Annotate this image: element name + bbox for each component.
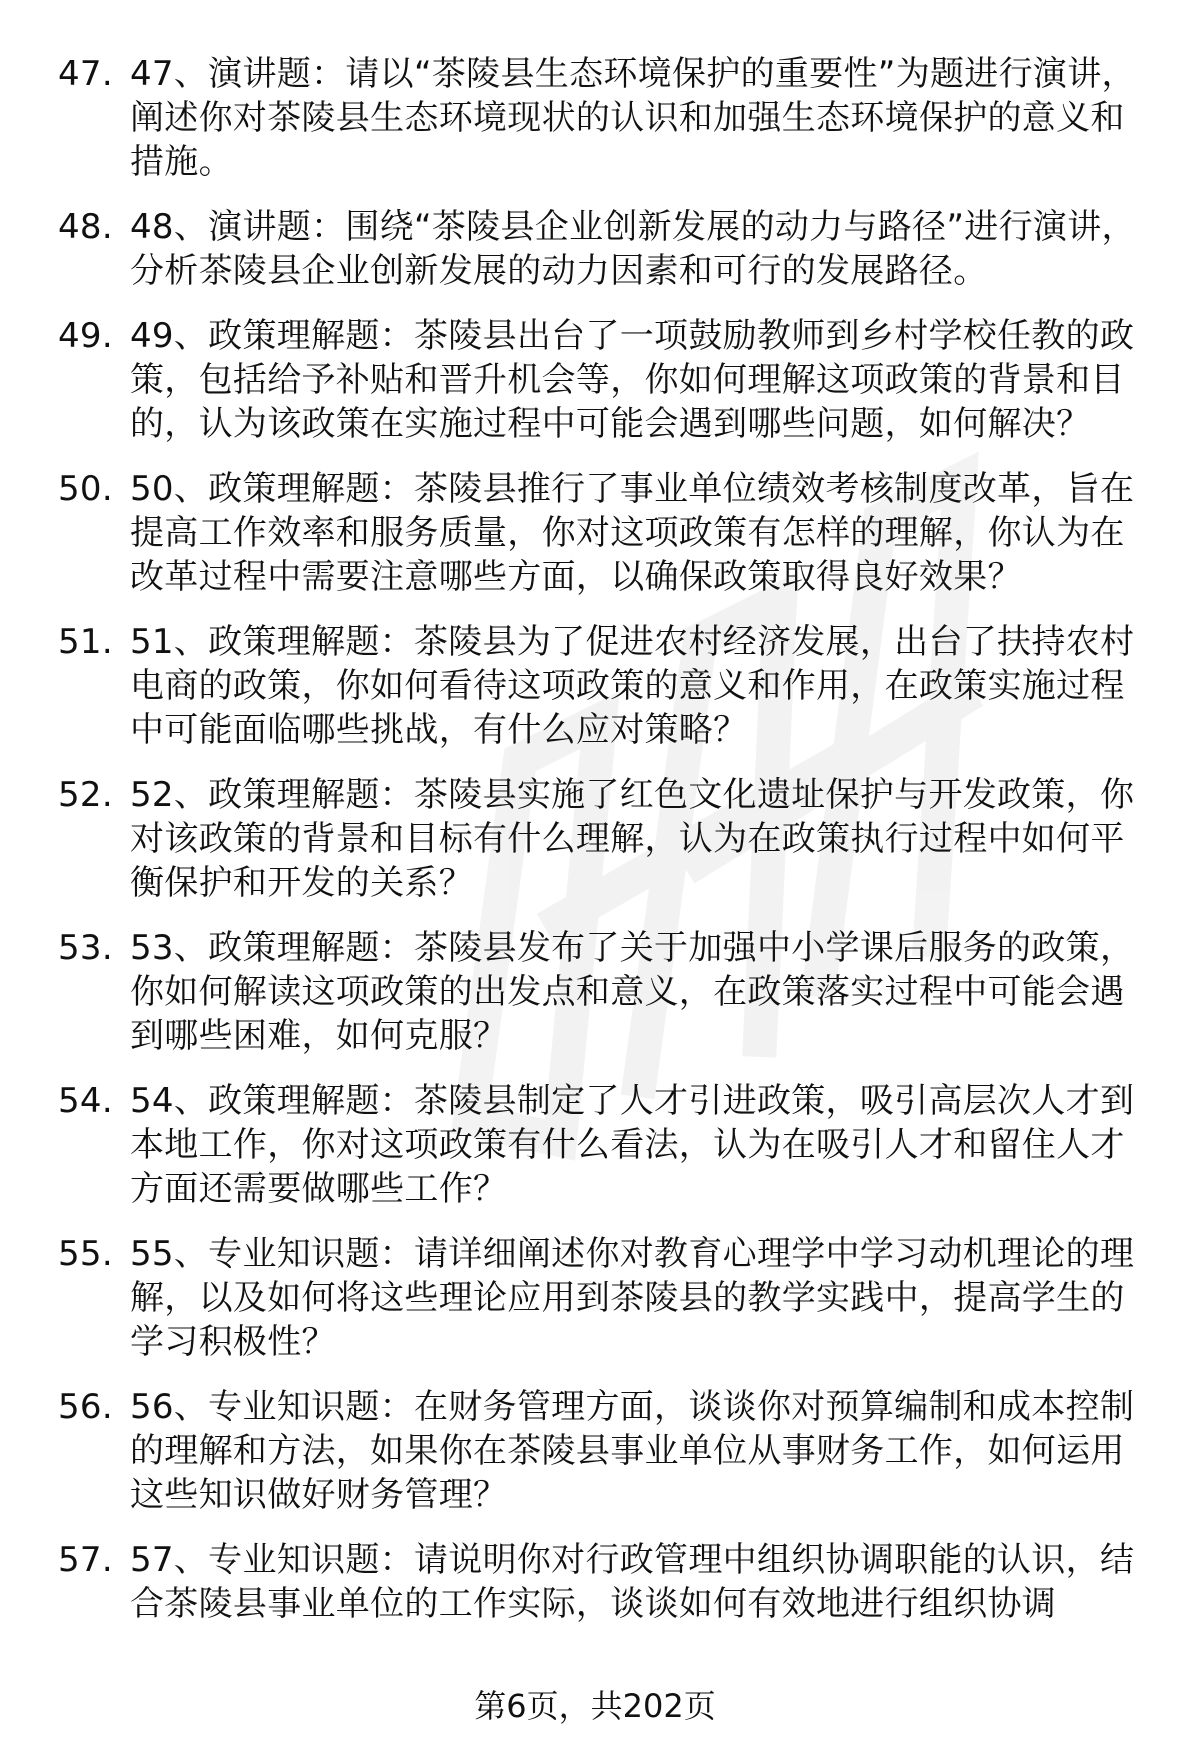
question-item	[0, 926, 1190, 1058]
question-text: 47、演讲题：请以“茶陵县生态环境保护的重要性”为题进行演讲，阐述你对茶陵县生态环境现状的认识和加强生态环境保护的意义和措施。	[130, 54, 1136, 182]
question-text: 54、政策理解题：茶陵县制定了人才引进政策，吸引高层次人才到本地工作，你对这项政策有什么看法，认为在吸引人才和留住人才方面还需要做哪些工作？	[130, 1081, 1135, 1209]
page-number-label: 第6页，共202页	[474, 1687, 716, 1725]
question-item	[0, 1385, 1190, 1517]
question-text: 53、政策理解题：茶陵县发布了关于加强中小学课后服务的政策，你如何解读这项政策的出发点和意义，在政策落实过程中可能会遇到哪些困难，如何克服？	[130, 928, 1135, 1056]
question-text: 52、政策理解题：茶陵县实施了红色文化遗址保护与开发政策，你对该政策的背景和目标有什么理解，认为在政策执行过程中如何平衡保护和开发的关系？	[130, 775, 1135, 903]
question-number: 51.	[58, 622, 113, 662]
question-item	[0, 1079, 1190, 1211]
question-item	[0, 773, 1190, 905]
question-number: 55.	[58, 1234, 113, 1274]
question-item	[0, 52, 1190, 184]
question-text: 48、演讲题：围绕“茶陵县企业创新发展的动力与路径”进行演讲，分析茶陵县企业创新发展的动力因素和可行的发展路径。	[130, 207, 1136, 291]
question-item	[0, 205, 1190, 293]
question-text: 56、专业知识题：在财务管理方面，谈谈你对预算编制和成本控制的理解和方法，如果你在茶陵县事业单位从事财务工作，如何运用这些知识做好财务管理？	[130, 1387, 1135, 1515]
question-number: 48.	[58, 207, 113, 247]
question-item	[0, 314, 1190, 446]
question-item	[0, 1232, 1190, 1364]
question-item	[0, 467, 1190, 599]
question-list	[0, 52, 1190, 1647]
question-text: 55、专业知识题：请详细阐述你对教育心理学中学习动机理论的理解，以及如何将这些理论应用到茶陵县的教学实践中，提高学生的学习积极性？	[130, 1234, 1135, 1362]
question-number: 53.	[58, 928, 113, 968]
question-item	[0, 620, 1190, 752]
question-text: 49、政策理解题：茶陵县出台了一项鼓励教师到乡村学校任教的政策，包括给予补贴和晋升机会等，你如何理解这项政策的背景和目的，认为该政策在实施过程中可能会遇到哪些问题，如何解决？	[130, 316, 1135, 444]
question-number: 50.	[58, 469, 113, 509]
question-number: 49.	[58, 316, 113, 356]
question-text: 57、专业知识题：请说明你对行政管理中组织协调职能的认识，结合茶陵县事业单位的工作实际，谈谈如何有效地进行组织协调	[130, 1540, 1135, 1624]
question-text: 50、政策理解题：茶陵县推行了事业单位绩效考核制度改革，旨在提高工作效率和服务质量，你对这项政策有怎样的理解，你认为在改革过程中需要注意哪些方面，以确保政策取得良好效果？	[130, 469, 1135, 597]
question-number: 56.	[58, 1387, 113, 1427]
question-text: 51、政策理解题：茶陵县为了促进农村经济发展，出台了扶持农村电商的政策，你如何看待这项政策的意义和作用，在政策实施过程中可能面临哪些挑战，有什么应对策略？	[130, 622, 1135, 750]
question-number: 54.	[58, 1081, 113, 1121]
question-number: 57.	[58, 1540, 113, 1580]
page-footer	[0, 1686, 1190, 1726]
question-number: 47.	[58, 54, 113, 94]
question-number: 52.	[58, 775, 113, 815]
question-item	[0, 1538, 1190, 1626]
